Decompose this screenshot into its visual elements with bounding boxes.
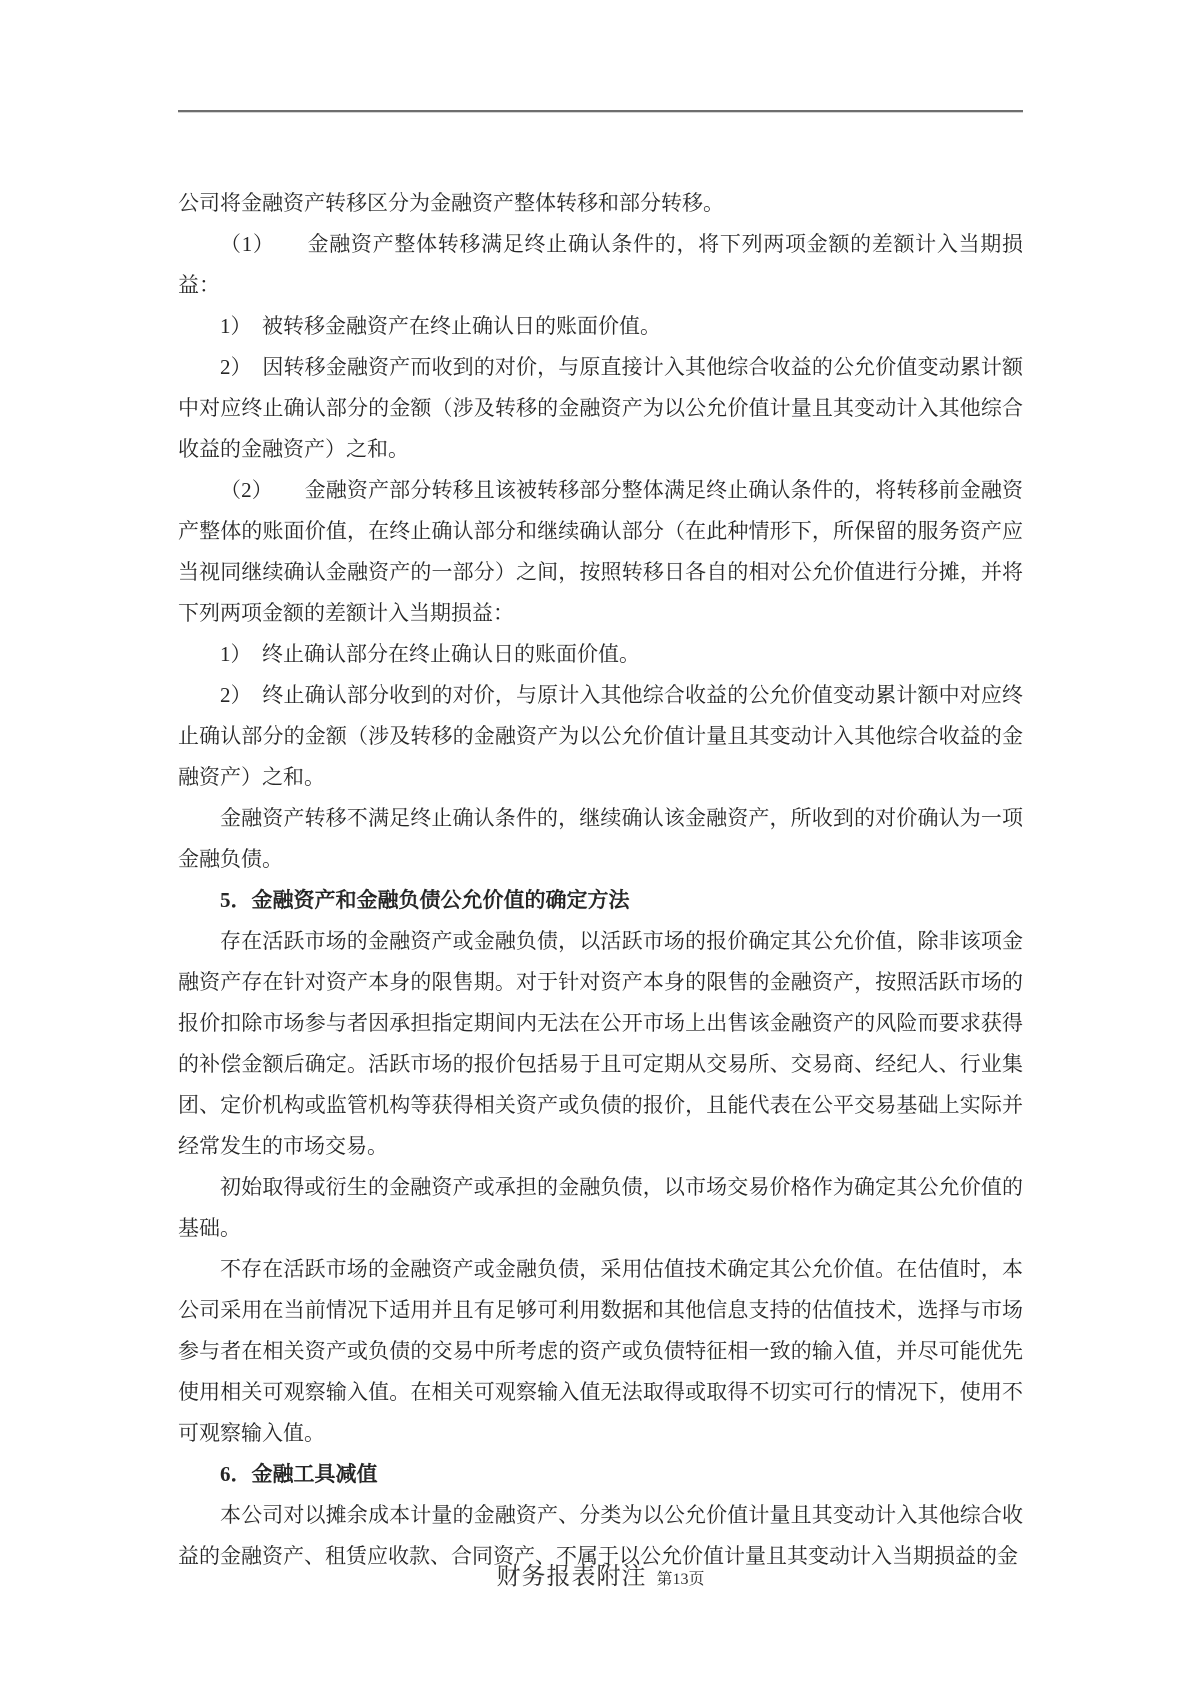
paragraph-item-2-partial-transfer: （2） 金融资产部分转移且该被转移部分整体满足终止确认条件的，将转移前金融资产整体的账面价值，在终止确认部分和继续确认部分（在此种情形下，所保留的服务资产应当视同继续确认金融资产的一部分）之间，按照转移日各自的相对公允价值进行分摊，并将下列两项金额的差额计入当期损益： <box>178 478 1023 625</box>
paragraph-valuation-technique: 不存在活跃市场的金融资产或金融负债，采用估值技术确定其公允价值。在估值时，本公司采用在当前情况下适用并且有足够可利用数据和其他信息支持的估值技术，选择与市场参与者在相关资产或负债的交易中所考虑的资产或负债特征相一致的输入值，并尽可能优先使用相关可观察输入值。在相关可观察输入值无法取得或取得不切实可行的情况下，使用不可观察输入值。 <box>178 1257 1023 1445</box>
footer-title: 财务报表附注 <box>496 1564 647 1590</box>
page-content <box>178 183 1023 1577</box>
paragraph-transfer-intro: 公司将金融资产转移区分为金融资产整体转移和部分转移。 <box>178 191 724 215</box>
footer-page-number: 第13页 <box>656 1571 705 1588</box>
paragraph-continuing-recognition: 金融资产转移不满足终止确认条件的，继续确认该金融资产，所收到的对价确认为一项金融负债。 <box>178 806 1023 871</box>
page-footer <box>178 1556 1023 1591</box>
section-heading-5-fair-value: 5．金融资产和金融负债公允价值的确定方法 <box>220 888 630 912</box>
paragraph-active-market: 存在活跃市场的金融资产或金融负债，以活跃市场的报价确定其公允价值，除非该项金融资产存在针对资产本身的限售期。对于针对资产本身的限售的金融资产，按照活跃市场的报价扣除市场参与者因承担指定期间内无法在公开市场上出售该金融资产的风险而要求获得的补偿金额后确定。活跃市场的报价包括易于且可定期从交易所、交易商、经纪人、行业集团、定价机构或监管机构等获得相关资产或负债的报价，且能代表在公平交易基础上实际并经常发生的市场交易。 <box>178 929 1023 1158</box>
paragraph-initial-acquisition: 初始取得或衍生的金融资产或承担的金融负债，以市场交易价格作为确定其公允价值的基础。 <box>178 1175 1023 1240</box>
paragraph-impairment-scope: 本公司对以摊余成本计量的金融资产、分类为以公允价值计量且其变动计入其他综合收益的金融资产、租赁应收款、合同资产、不属于以公允价值计量且其变动计入当期损益的金 <box>178 1503 1023 1568</box>
paragraph-subitem-2-derecognition-consideration: 2） 终止确认部分收到的对价，与原计入其他综合收益的公允价值变动累计额中对应终止确认部分的金额（涉及转移的金融资产为以公允价值计量且其变动计入其他综合收益的金融资产）之和。 <box>178 683 1023 789</box>
section-heading-6-impairment: 6．金融工具减值 <box>220 1462 378 1486</box>
paragraph-subitem-2-consideration: 2） 因转移金融资产而收到的对价，与原直接计入其他综合收益的公允价值变动累计额中对应终止确认部分的金额（涉及转移的金融资产为以公允价值计量且其变动计入其他综合收益的金融资产）之和。 <box>178 355 1023 461</box>
header-rule <box>178 110 1023 112</box>
paragraph-subitem-1-carrying-amount: 1） 被转移金融资产在终止确认日的账面价值。 <box>220 314 661 338</box>
paragraph-item-1-full-transfer: （1） 金融资产整体转移满足终止确认条件的，将下列两项金额的差额计入当期损益： <box>178 232 1023 297</box>
paragraph-subitem-1-derecognition-value: 1） 终止确认部分在终止确认日的账面价值。 <box>220 642 640 666</box>
